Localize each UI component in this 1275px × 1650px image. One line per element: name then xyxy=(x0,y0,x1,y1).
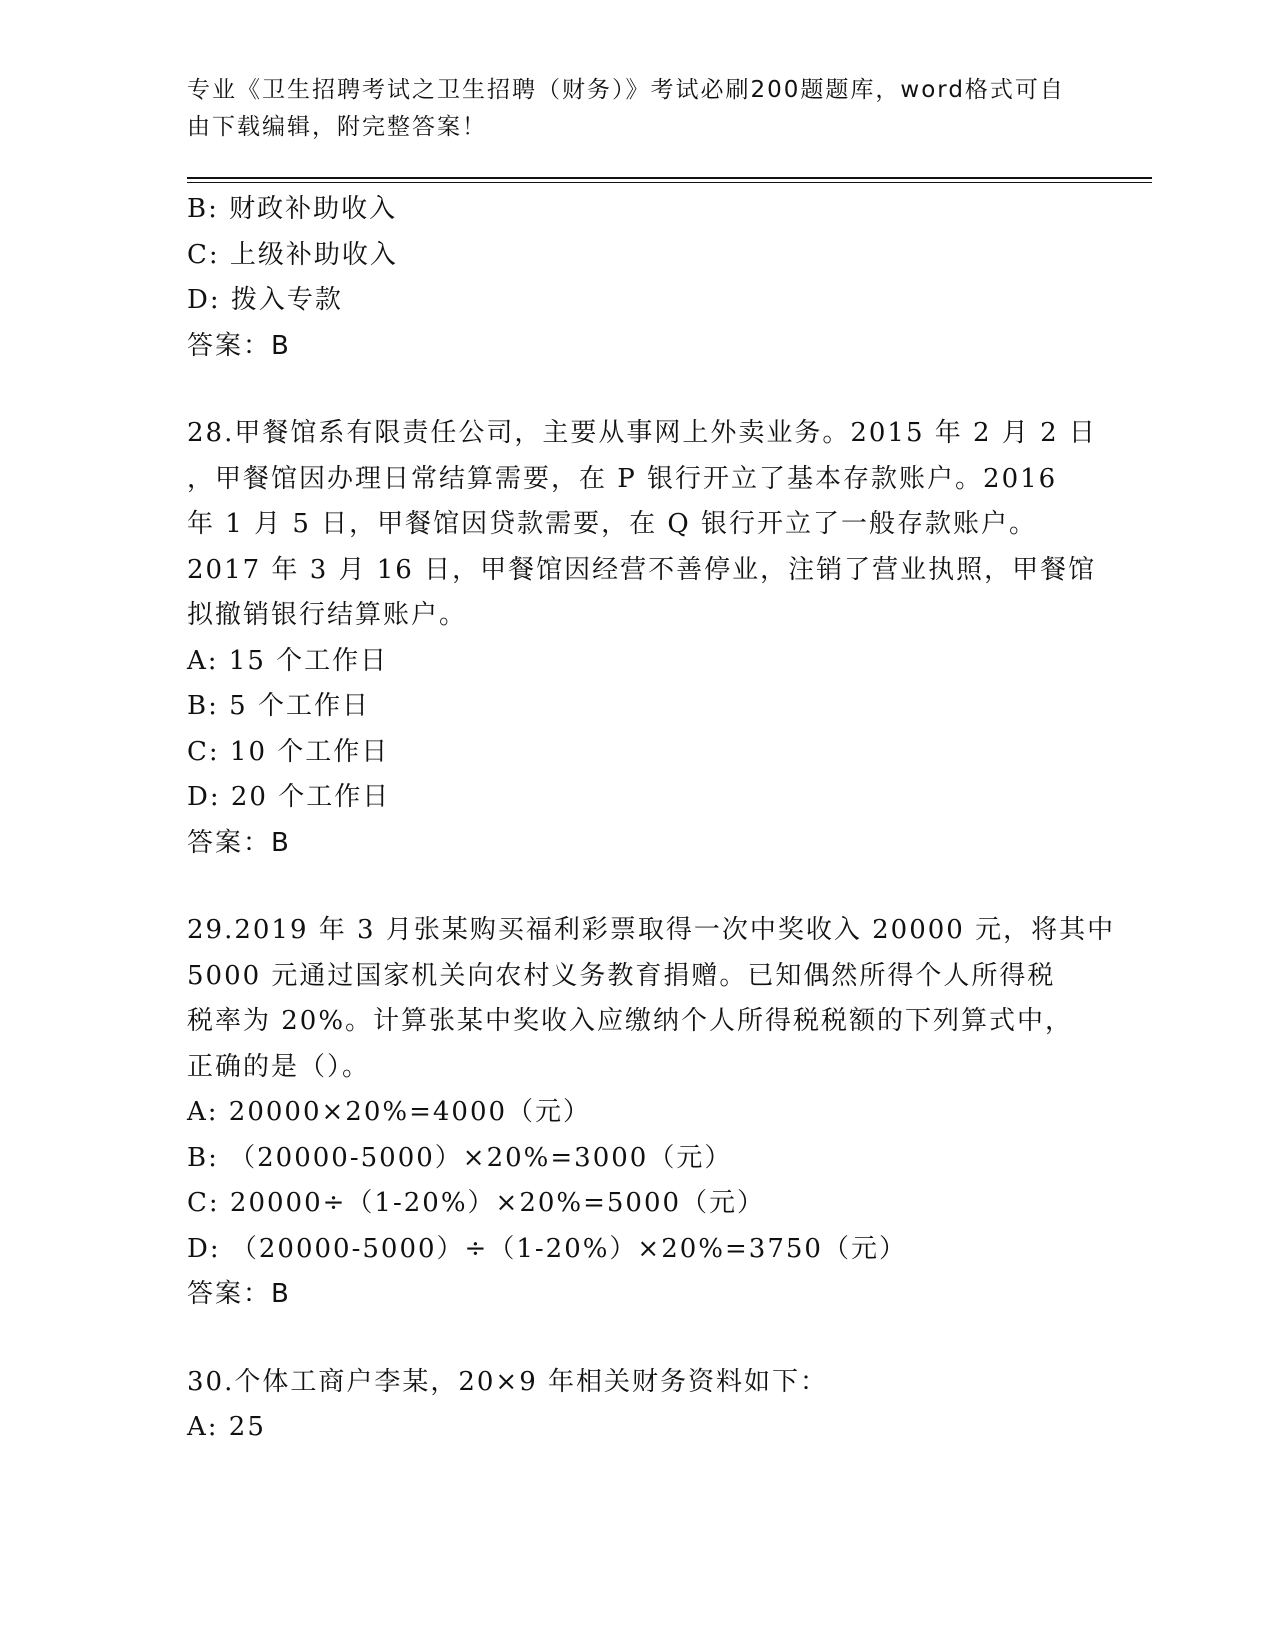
question-stem-line: ，甲餐馆因办理日常结算需要，在 P 银行开立了基本存款账户。2016 xyxy=(187,463,1058,494)
question-stem-line: 税率为 20%。计算张某中奖收入应缴纳个人所得税税额的下列算式中， xyxy=(187,1006,1074,1036)
question-stem-line: 29.2019 年 3 月张某购买福利彩票取得一次中奖收入 20000 元，将其中 xyxy=(187,915,1116,945)
header-line-2: 由下载编辑，附完整答案！ xyxy=(187,114,487,140)
option-c: C: 上级补助收入 xyxy=(187,239,398,270)
question-stem-line: 30.个体工商户李某，20×9 年相关财务资料如下： xyxy=(187,1366,829,1397)
option-d: D: 拨入专款 xyxy=(187,285,343,315)
option-c: C: 20000÷（1-20%）×20%=5000（元） xyxy=(187,1188,766,1218)
question-stem-line: 年 1 月 5 日，甲餐馆因贷款需要，在 Q 银行开立了一般存款账户。 xyxy=(187,509,1037,539)
option-a: A: 20000×20%=4000（元） xyxy=(187,1097,592,1127)
question-stem-line: 5000 元通过国家机关向农村义务教育捐赠。已知偶然所得个人所得税 xyxy=(187,960,1056,991)
header-rule-thick xyxy=(187,177,1152,179)
option-b: B: 财政补助收入 xyxy=(187,194,398,224)
question-28 xyxy=(187,411,1097,866)
spacer xyxy=(187,866,1087,908)
question-27 xyxy=(187,187,1087,369)
option-a: A: 15 个工作日 xyxy=(187,645,389,676)
option-b: B: （20000-5000）×20%=3000（元） xyxy=(187,1142,733,1173)
answer: 答案：B xyxy=(187,330,291,361)
question-29 xyxy=(187,908,1116,1318)
option-d: D: （20000-5000）÷（1-20%）×20%=3750（元） xyxy=(187,1233,907,1264)
option-d: D: 20 个工作日 xyxy=(187,782,391,812)
option-a: A: 25 xyxy=(187,1412,266,1442)
question-30 xyxy=(187,1360,1087,1451)
spacer xyxy=(187,1318,1087,1360)
question-stem-line: 28.甲餐馆系有限责任公司，主要从事网上外卖业务。2015 年 2 月 2 日 xyxy=(187,418,1097,448)
answer: 答案：B xyxy=(187,1279,291,1309)
answer: 答案：B xyxy=(187,827,291,858)
document-header xyxy=(187,72,1067,146)
question-stem-line: 2017 年 3 月 16 日，甲餐馆因经营不善停业，注销了营业执照，甲餐馆 xyxy=(187,554,1097,585)
question-stem-line: 正确的是（）。 xyxy=(187,1051,371,1082)
header-rule-thin xyxy=(187,182,1152,183)
spacer xyxy=(187,369,1087,411)
question-stem-line: 拟撤销银行结算账户。 xyxy=(187,600,468,630)
document-body xyxy=(187,187,1116,1451)
header-line-1: 专业《卫生招聘考试之卫生招聘（财务）》考试必刷200题题库，word格式可自 xyxy=(187,77,1065,103)
option-b: B: 5 个工作日 xyxy=(187,691,370,721)
option-c: C: 10 个工作日 xyxy=(187,736,390,767)
